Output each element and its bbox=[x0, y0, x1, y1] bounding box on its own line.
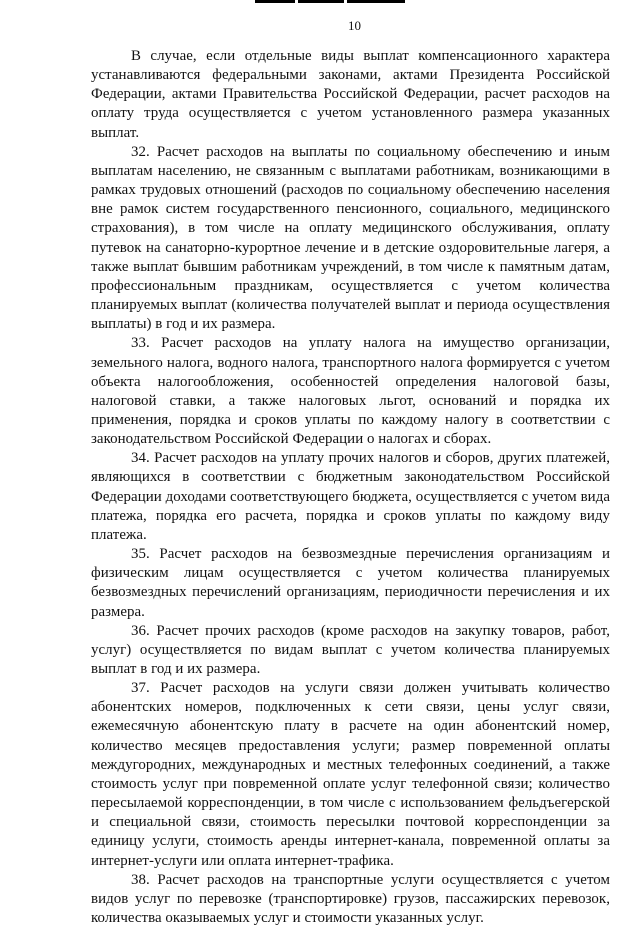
paragraph-32-social-payments: 32. Расчет расходов на выплаты по социальному обеспечению и иным выплатам населению, не связанным с выплатами работникам, возникающими в рамках трудовых отношений (расходов по социальному обеспечению населения вне рамок систем государственного пенсионного, социального, медицинского страхования), в том числе на оплату медицинского обслуживания, оплату путевок на санаторно-курортное лечение и в детские оздоровительные лагеря, а также выплат бывшим работникам учреждений, в том числе к памятным датам, профессиональным праздникам, осуществляется с учетом количества планируемых выплат (количества получателей выплат и периода осуществления выплаты) в год и их размера. bbox=[91, 143, 610, 333]
paragraph-37-communication-services: 37. Расчет расходов на услуги связи должен учитывать количество абонентских номеров, подключенных к сети связи, цены услуг связи, ежемесячную абонентскую плату в расчете на один абонентский номер, количество месяцев предоставления услуги; размер повременной оплаты междугородних, международных и местных телефонных соединений, а также стоимость услуг при повременной оплате услуг телефонной связи; количество пересылаемой корреспонденции, в том числе с использованием фельдъегерской и специальной связи, стоимость пересылки почтовой корреспонденции за единицу услуги, стоимость аренды интернет-канала, повременной оплаты за интернет-услуги или оплата интернет-трафика. bbox=[91, 680, 610, 869]
paragraph-36-other-expenses: 36. Расчет прочих расходов (кроме расходов на закупку товаров, работ, услуг) осуществляется по видам выплат с учетом количества планируемых выплат в год и их размера. bbox=[91, 622, 610, 677]
paragraph-35-gratuitous-transfers: 35. Расчет расходов на безвозмездные перечисления организациям и физическим лицам осуществляется с учетом количества планируемых безвозмездных перечислений организациям, периодичности перечисления и их размера. bbox=[91, 546, 610, 620]
scan-edge-mark bbox=[255, 0, 405, 8]
paragraph-compensation-payments: В случае, если отдельные виды выплат компенсационного характера устанавливаются федеральными законами, актами Президента Российской Федерации, актами Правительства Российской Федерации, расчет расходов на оплату труда осуществляется с учетом установленного размера указанных выплат. bbox=[91, 48, 610, 141]
paragraph-33-property-tax: 33. Расчет расходов на уплату налога на имущество организации, земельного налога, водного налога, транспортного налога формируется с учетом объекта налогообложения, особенностей определения налоговой базы, налоговой ставки, а также налоговых льгот, оснований и порядка их применения, порядка и сроков уплаты по каждому налогу в соответствии с законодательством Российской Федерации о налогах и сборах. bbox=[91, 335, 610, 448]
paragraph-38-transport-services: 38. Расчет расходов на транспортные услуги осуществляется с учетом видов услуг по перевозке (транспортировке) грузов, пассажирских перевозок, количества оказываемых услуг и стоимости указанных услуг. bbox=[91, 871, 610, 927]
document-page bbox=[91, 18, 610, 928]
page-number: 10 bbox=[348, 18, 361, 33]
paragraph-34-other-taxes: 34. Расчет расходов на уплату прочих налогов и сборов, других платежей, являющихся в соответствии с бюджетным законодательством Российской Федерации доходами соответствующего бюджета, осуществляется с учетом вида платежа, порядка его расчета, порядка и сроков уплаты по каждому виду платежа. bbox=[91, 450, 610, 543]
